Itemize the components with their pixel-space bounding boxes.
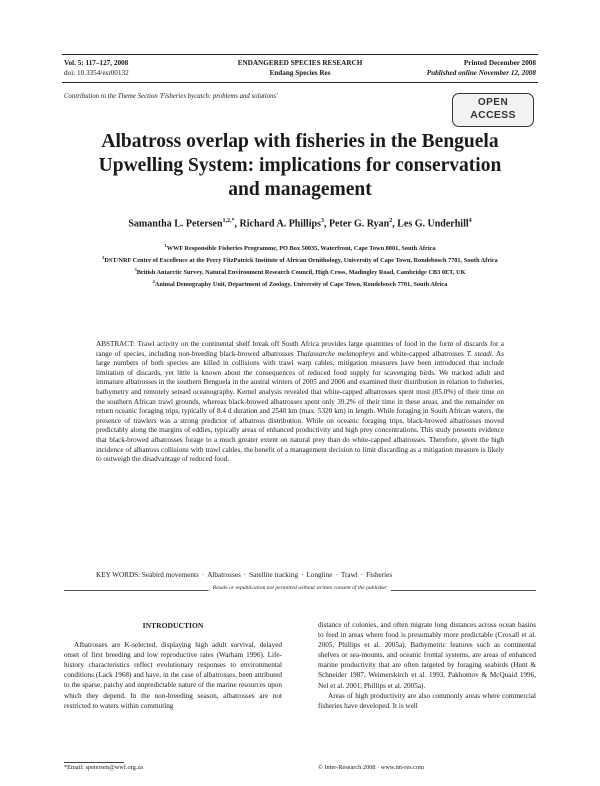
journal-name: ENDANGERED SPECIES RESEARCH [237, 59, 363, 67]
keyword: Satellite tracking [249, 571, 299, 579]
author-affil-sup: 3 [320, 218, 324, 224]
keyword-separator: · [335, 571, 338, 579]
affiliation-1 [80, 241, 520, 253]
open-access-line1: OPEN [477, 97, 509, 108]
keyword: Fisheries [366, 571, 393, 579]
header-right [427, 58, 536, 78]
affiliations [80, 241, 520, 289]
body-paragraph: distance of colonies, and often migrate long distances across ocean basins to feed in areas where food is presumably more predictable (Croxall et al. 2005, Phillips et al. 2005a). Bathymetric features such as continental shelves or sea-mounts, and oceanic frontal systems, are areas of enhanced marine productivity that are often targeted by foraging seabirds (Hunt & Schneider 1987, Weimerskirch et al. 1993, Pakhomov & McQuaid 1996, Nel et al. 2001, Phillips et al. 2005a). [318, 621, 536, 690]
affiliation-number: 4 [152, 279, 155, 285]
body-column-right [318, 620, 536, 711]
title-line-3: and management [228, 179, 372, 200]
theme-section-note: Contribution to the Theme Section 'Fisheries bycatch: problems and solutions' [64, 93, 278, 100]
abstract-text: and white-capped albatrosses [374, 349, 467, 358]
keyword: Seabird movements [141, 571, 199, 579]
published-date: Published online November 12, 2008 [426, 69, 536, 77]
affiliation-text: British Antarctic Survey, Natural Environment Research Council, High Cross, Madingley Road, Cambridge CB3 0ET, UK [136, 269, 466, 277]
journal-abbrev: Endang Species Res [269, 69, 331, 77]
keyword-separator: · [301, 571, 304, 579]
printed-date: Printed December 2008 [463, 59, 536, 67]
footnote-rule [64, 762, 124, 763]
affiliation-text: Animal Demography Unit, Department of Zoology, University of Cape Town, Rondebosch 7701, South Africa [154, 281, 448, 289]
affiliation-4 [80, 277, 520, 289]
resale-notice-text: Resale or republication not permitted without written consent of the publisher [209, 585, 391, 591]
abstract-text: ABSTRACT: Trawl activity on the continental shelf break off South Africa provides large quantities of food in the form of discards for a range of species, including non-breeding black-browed albatrosses [96, 340, 504, 358]
species-name: Thalassarche melanophrys [296, 349, 375, 358]
keyword: Trawl [340, 571, 358, 579]
abstract [96, 340, 504, 465]
affiliation-number: 3 [134, 267, 137, 273]
header-top-rule [62, 54, 538, 55]
doi[interactable]: doi: 10.3354/esr00132 [64, 69, 129, 77]
author-name: Peter G. Ryan [328, 218, 390, 230]
header-bottom-rule [62, 82, 538, 83]
title-line-1: Albatross overlap with fisheries in the Benguela [101, 131, 499, 152]
volume-info: Vol. 5: 117–127, 2008 [64, 59, 129, 67]
author-affil-sup: 1,2,* [222, 218, 235, 224]
keyword-separator: · [243, 571, 247, 579]
header-center [200, 58, 400, 78]
affiliation-3 [80, 265, 520, 277]
affiliation-number: 1 [164, 243, 167, 248]
keyword-separator: · [201, 571, 205, 579]
author-name: Samantha L. Petersen [128, 218, 223, 230]
body-column-left [64, 621, 282, 711]
author-affil-sup: 4 [468, 218, 472, 224]
title-line-2: Upwelling System: implications for conservation [98, 155, 502, 176]
affiliation-number: 2 [102, 255, 105, 261]
open-access-logo [452, 93, 534, 127]
corresponding-email[interactable]: *Email: spetersen@wwf.org.za [64, 764, 143, 771]
article-title [64, 130, 536, 202]
keyword: Longline [306, 571, 333, 579]
section-heading-introduction: INTRODUCTION [142, 621, 204, 630]
body-paragraph: Albatrosses are K-selected, displaying high adult survival, delayed onset of first breeding and low reproductive rates (Warham 1996). Life-history characteristics reflect evolutionary responses to environmental conditions (Lack 1968) and have, in the case of albatrosses, been attributed to the sparse, patchy and unpredictable nature of the marine resources upon which they depend. In the non-breeding season, albatrosses are not restricted to waters within commuting [64, 641, 282, 710]
header-left [64, 58, 129, 78]
affiliation-2 [80, 253, 520, 265]
open-access-line2: ACCESS [470, 109, 516, 121]
abstract-text: . As large numbers of both species are killed in collisions with trawl warp cables, mitigation measures have been introduced that include limitation of discards, yet little is known about the consequences of reduced food supply for scavenging birds. We tracked adult and immature albatrosses in the southern Benguela in the austral winters of 2005 and 2006 and examined their distribution in relation to fisheries, bathymetry and remotely sensed oceanography. Kernel analysis revealed that white-capped albatrosses spent most (85.0%) of their time on the southern African trawl grounds, whereas black-browed albatrosses spent only 39.2% of their time in these areas, and the remainder on return oceanic foraging trips, typically of 8.4 d duration and 2540 km (max. 5320 km) in length. While foraging in South African waters, the presence of trawlers was a strong predictor of albatross distribution. While on oceanic foraging trips, black-browed albatrosses moved predictably along the margins of eddies, typically areas of enhanced productivity and high prey concentrations. This study presents evidence that black-browed albatrosses forage to a much greater extent on natural prey than do white-capped albatrosses. Therefore, given the high incidence of albatross collisions with trawl cables, the benefit of a management decision to limit discarding as a mitigation measure is likely to outweigh the disadvantage of reduced food. [96, 349, 504, 464]
author-list: Samantha L. Petersen$^{1,2,*}$, Richard A. Phillips$^3$, Peter G. Ryan$^2$, Les G. Underhill$^4$ [128, 218, 472, 230]
resale-notice [64, 585, 536, 595]
keyword-separator: · [360, 571, 364, 579]
keywords-label: KEY WORDS: [96, 571, 141, 579]
affiliation-text: DST/NRF Centre of Excellence at the Percy FitzPatrick Institute of African Ornithology, University of Cape Town, Rondebosch 7701, South Africa [104, 257, 498, 265]
author-name: Richard A. Phillips [239, 218, 321, 230]
body-paragraph: Areas of high productivity are also commonly areas where commercial fisheries have developed. It is well [318, 691, 536, 710]
affiliation-text: WWF Responsible Fisheries Programme, PO Box 50035, Waterfront, Cape Town 8001, South Africa [166, 245, 436, 253]
species-name: T. steadi [466, 349, 492, 358]
author-affil-sup: 2 [389, 218, 393, 224]
keyword: Albatrosses [207, 571, 241, 579]
author-name: Les G. Underhill [397, 218, 469, 230]
keywords [96, 571, 504, 579]
copyright-notice: © Inter-Research 2008 · www.int-res.com [318, 764, 425, 771]
